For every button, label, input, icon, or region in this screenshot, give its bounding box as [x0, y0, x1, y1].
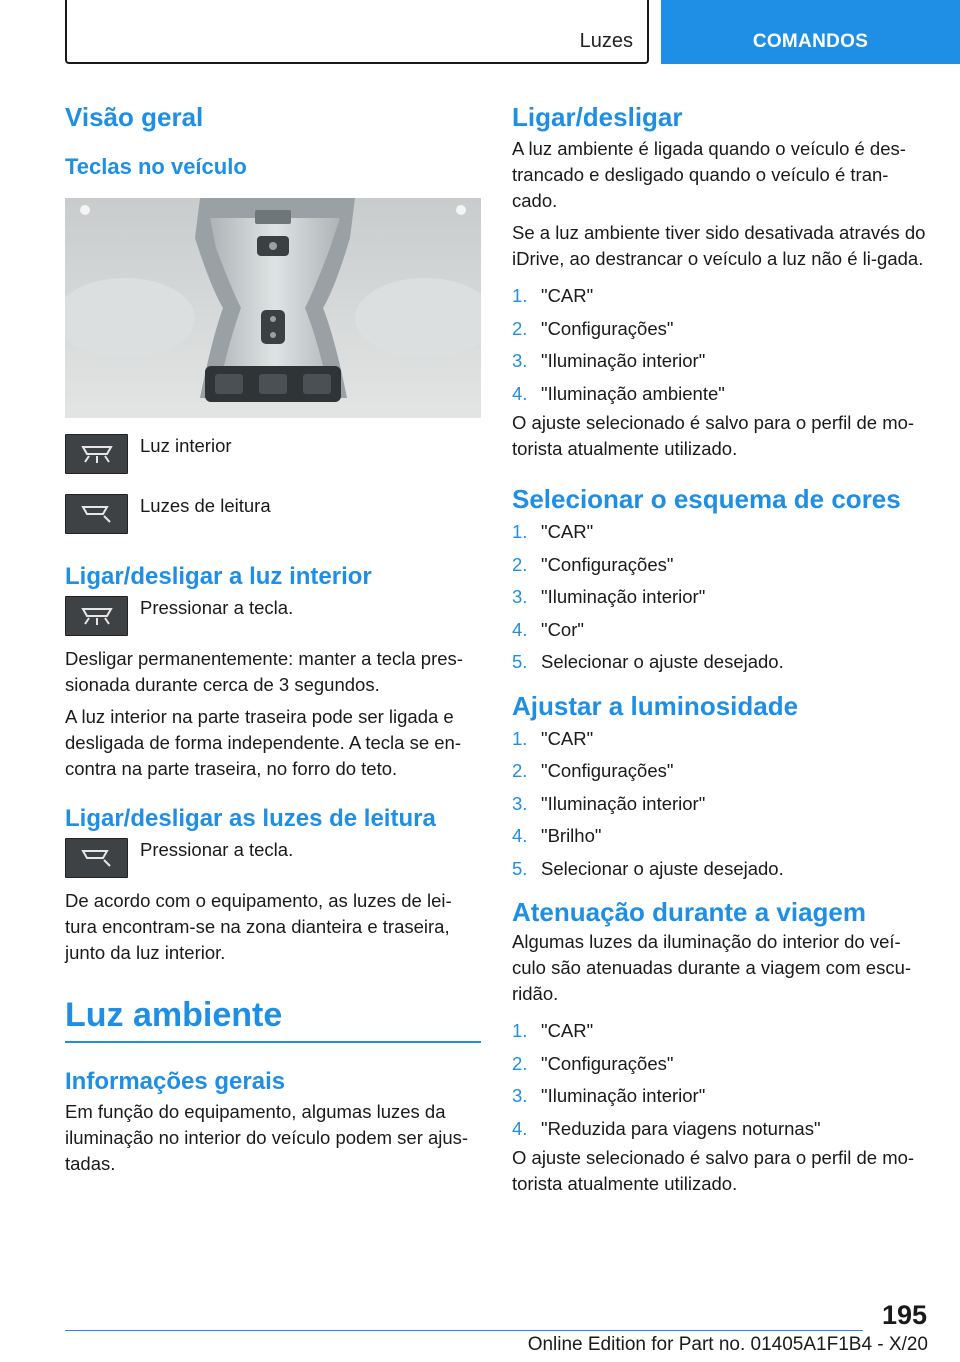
header-chapter-title: COMANDOS: [752, 31, 869, 52]
step-item: [512, 516, 926, 549]
step-item: [512, 723, 926, 756]
roof-console-photo: [65, 198, 481, 418]
reading-paragraph-1: De acordo com o equipamento, as luzes de lei-tura encontram-se na zona dianteira e traseira, junto da luz interior.: [65, 890, 452, 963]
reading-light-key: [65, 494, 128, 534]
step-number: 2.: [512, 553, 528, 575]
step-number: 2.: [512, 760, 528, 781]
dimming-paragraph-1: Algumas luzes da iluminação do interior do veí-culo são atenuadas durante a viagem com escu-ridão.: [512, 931, 912, 1004]
step-item: [512, 313, 926, 346]
step-number: 4.: [512, 1117, 528, 1139]
step-text: "CAR": [541, 285, 594, 306]
step-number: 5.: [512, 857, 528, 879]
footer-rule: [65, 1330, 863, 1331]
interior-light-icon: [77, 443, 117, 465]
onoff-paragraph-1: A luz ambiente é ligada quando o veículo é des-trancado e desligado quando o veículo é tran-cado.: [512, 138, 906, 211]
header-chapter-tab: [661, 0, 960, 64]
interior-press-text: Pressionar a tecla.: [140, 597, 294, 618]
step-item: [512, 820, 926, 853]
step-text: "Iluminação interior": [541, 350, 706, 371]
step-text: "Configurações": [541, 317, 674, 339]
step-item: [512, 345, 926, 378]
step-number: 3.: [512, 1085, 528, 1106]
step-text: "Reduzida para viagens noturnas": [541, 1117, 821, 1139]
interior-light-icon: [77, 605, 117, 627]
step-item: [512, 1048, 926, 1081]
reading-light-key-2: [65, 838, 128, 878]
step-text: "Brilho": [541, 825, 602, 846]
step-number: 3.: [512, 586, 528, 607]
left-column: [65, 100, 481, 1177]
key-row-reading-press: [65, 838, 481, 878]
step-item: [512, 378, 926, 411]
dimming-note: O ajuste selecionado é salvo para o perfil de mo-torista atualmente utilizado.: [512, 1147, 915, 1194]
general-paragraph-1: Em função do equipamento, algumas luzes da iluminação no interior do veículo podem ser ajus-tadas.: [65, 1101, 469, 1174]
heading-dimming: Atenuação durante a viagem: [512, 897, 866, 927]
step-text: Selecionar o ajuste desejado.: [541, 651, 784, 672]
header-section-title: Luzes: [579, 30, 633, 52]
step-number: 5.: [512, 651, 528, 672]
heading-ambient-light: Luz ambiente: [65, 996, 283, 1034]
interior-light-label: Luz interior: [140, 435, 232, 456]
step-item: [512, 1113, 926, 1146]
key-row-interior-light: [65, 434, 481, 474]
step-item: [512, 549, 926, 582]
page-number: 195: [881, 1300, 927, 1330]
step-text: "Iluminação interior": [541, 586, 706, 607]
step-text: "CAR": [541, 521, 594, 542]
interior-light-key-2: [65, 596, 128, 636]
reading-press-text: Pressionar a tecla.: [140, 839, 294, 860]
step-text: "CAR": [541, 727, 594, 749]
step-number: 1.: [512, 1020, 528, 1041]
step-number: 1.: [512, 285, 528, 306]
onoff-steps-list: [512, 280, 926, 410]
step-number: 1.: [512, 727, 528, 749]
heading-general-info: Informações gerais: [65, 1068, 286, 1095]
interior-paragraph-2: A luz interior na parte traseira pode ser ligada e desligada de forma independente. A tecla se en-contra na parte traseira, no forro do teto.: [65, 706, 461, 779]
heading-brightness: Ajustar a luminosidade: [512, 690, 799, 721]
footer-edition: Online Edition for Part no. 01405A1F1B4 - X/20: [527, 1334, 928, 1355]
step-item: [512, 853, 926, 886]
roof-console-illustration: [65, 198, 481, 418]
step-text: Selecionar o ajuste desejado.: [541, 857, 784, 879]
header-section-tab: [65, 0, 649, 64]
step-text: "Configurações": [541, 760, 674, 781]
key-row-reading-lights: [65, 494, 481, 534]
step-item: [512, 581, 926, 614]
interior-paragraph-1: Desligar permanentemente: manter a tecla pres-sionada durante cerca de 3 segundos.: [65, 648, 463, 695]
step-item: [512, 280, 926, 313]
interior-light-key: [65, 434, 128, 474]
right-column: [512, 100, 926, 1197]
brightness-steps-list: [512, 723, 926, 886]
step-number: 4.: [512, 382, 528, 404]
heading-color-scheme: Selecionar o esquema de cores: [512, 484, 901, 514]
heading-overview: Visão geral: [65, 102, 204, 132]
step-number: 2.: [512, 1052, 528, 1074]
step-number: 2.: [512, 317, 528, 339]
step-number: 3.: [512, 350, 528, 371]
step-item: [512, 646, 926, 679]
step-text: "Iluminação interior": [541, 1085, 706, 1106]
step-item: [512, 1080, 926, 1113]
key-row-interior-press: [65, 596, 481, 636]
step-text: "Configurações": [541, 1052, 674, 1074]
step-text: "Configurações": [541, 553, 674, 575]
step-number: 1.: [512, 521, 528, 542]
heading-keys-in-vehicle: Teclas no veículo: [65, 154, 247, 179]
step-item: [512, 755, 926, 788]
heading-reading-on-off: Ligar/desligar as luzes de leitura: [65, 805, 436, 832]
reading-lights-label: Luzes de leitura: [140, 495, 271, 516]
step-number: 4.: [512, 825, 528, 846]
reading-light-icon: [77, 503, 117, 525]
step-item: [512, 614, 926, 647]
step-text: "Iluminação interior": [541, 792, 706, 814]
ambient-heading-rule: [65, 1041, 481, 1043]
step-text: "Cor": [541, 618, 584, 640]
step-item: [512, 788, 926, 821]
color-steps-list: [512, 516, 926, 679]
step-text: "CAR": [541, 1020, 594, 1041]
onoff-note: O ajuste selecionado é salvo para o perfil de mo-torista atualmente utilizado.: [512, 412, 915, 459]
step-text: "Iluminação ambiente": [541, 382, 725, 404]
heading-interior-on-off: Ligar/desligar a luz interior: [65, 563, 372, 590]
step-number: 3.: [512, 792, 528, 814]
dimming-steps-list: [512, 1015, 926, 1145]
onoff-paragraph-2: Se a luz ambiente tiver sido desativada através do iDrive, ao destrancar o veículo a luz não é li-gada.: [512, 222, 926, 269]
reading-light-icon: [77, 847, 117, 869]
heading-on-off: Ligar/desligar: [512, 102, 683, 132]
step-item: [512, 1015, 926, 1048]
step-number: 4.: [512, 618, 528, 640]
